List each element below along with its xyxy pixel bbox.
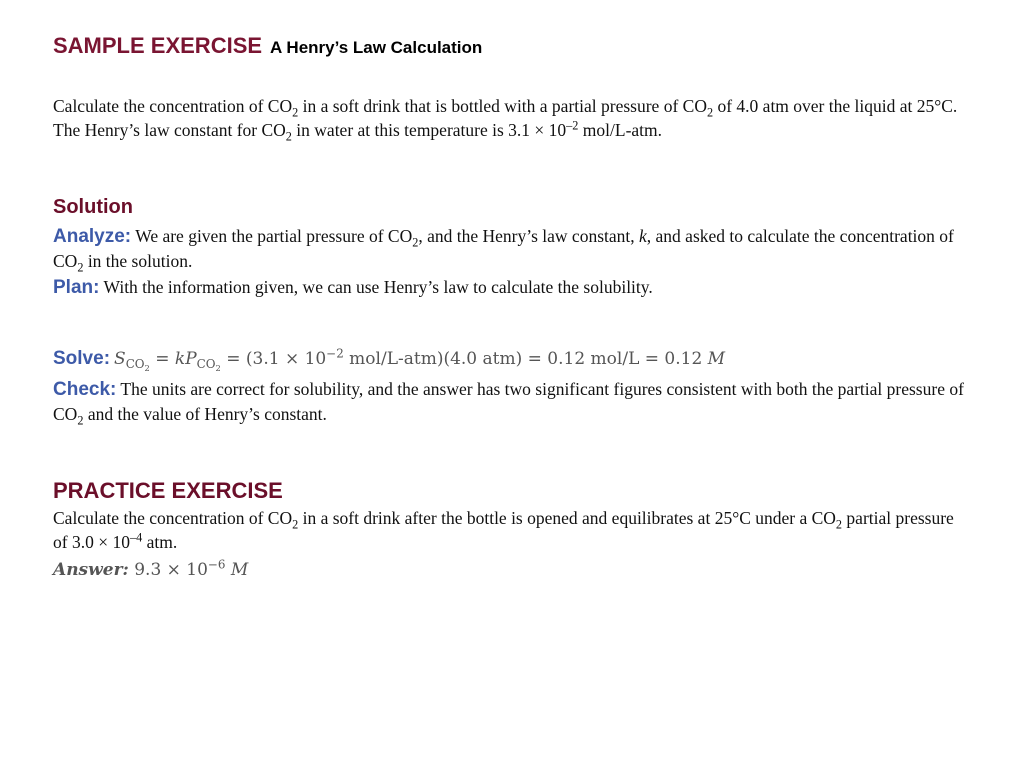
subscript: 2 (77, 260, 84, 275)
analyze-text: in the solution. (83, 251, 193, 271)
answer-unit: M (230, 560, 249, 580)
sample-exercise-title: SAMPLE EXERCISE (53, 33, 263, 58)
eq-equals: = (149, 349, 175, 369)
problem-text: mol/L-atm. (578, 120, 663, 140)
subscript: 2 (285, 129, 292, 144)
check-text: and the value of Henry’s constant. (83, 404, 327, 424)
practice-text: partial pressure of 3.0 × 10 (53, 508, 954, 552)
answer-exp: −6 (207, 557, 226, 572)
analyze-text: We are given the partial pressure of CO (135, 226, 413, 246)
problem-text: of 4.0 atm over the liquid at 25°C. The Henry’s law constant for CO (53, 96, 958, 140)
check-paragraph (53, 377, 966, 426)
eq-text: = (3.1 × 10 (220, 349, 327, 369)
eq-co2: CO (125, 357, 145, 372)
check-text: The units are correct for solubility, and the answer has two significant figures consistent with both the partial pressure of CO (53, 379, 964, 424)
eq-exp: −2 (326, 346, 344, 361)
eq-sub2: 2 (144, 363, 150, 374)
problem-statement (53, 94, 966, 142)
superscript: –2 (566, 118, 579, 133)
plan-paragraph (53, 275, 966, 300)
problem-text: in a soft drink that is bottled with a partial pressure of CO (298, 96, 707, 116)
superscript: –4 (129, 530, 143, 545)
problem-text: in water at this temperature is 3.1 × 10 (291, 120, 567, 140)
practice-question (53, 506, 966, 554)
eq-sub2: 2 (215, 363, 221, 374)
plan-label: Plan: (53, 277, 100, 298)
practice-heading: PRACTICE EXERCISE (53, 478, 283, 503)
analyze-text: , and the Henry’s law constant, (418, 226, 639, 246)
answer-value: 9.3 × 10 (134, 560, 208, 580)
sample-exercise-subtitle: A Henry’s Law Calculation (270, 38, 483, 57)
eq-co2: CO (196, 357, 216, 372)
analyze-label: Analyze: (53, 226, 132, 247)
eq-molar: M (707, 349, 726, 369)
answer-label: Answer: (53, 560, 129, 580)
solve-row (53, 346, 966, 374)
practice-text: in a soft drink after the bottle is opened and equilibrates at 25°C under a CO (298, 508, 836, 528)
practice-text: Calculate the concentration of CO (53, 508, 293, 528)
problem-text: Calculate the concentration of CO (53, 96, 293, 116)
eq-text: mol/L-atm)(4.0 atm) = 0.12 mol/L = 0.12 (343, 349, 708, 369)
solve-equation (114, 346, 726, 374)
sample-exercise-header (53, 33, 966, 59)
eq-kp: kP (174, 349, 197, 369)
subscript: 2 (706, 105, 714, 120)
analyze-text: , and asked to calculate the concentration of CO (53, 226, 954, 271)
practice-answer (53, 557, 966, 580)
check-label: Check: (53, 379, 117, 400)
subscript: 2 (835, 517, 843, 532)
practice-heading-row (53, 478, 966, 504)
analyze-paragraph (53, 224, 966, 273)
practice-text: atm. (142, 532, 178, 552)
plan-text: With the information given, we can use Henry’s law to calculate the solubility. (103, 277, 653, 297)
subscript: 2 (412, 235, 419, 250)
solve-label: Solve: (53, 348, 111, 369)
subscript: 2 (292, 517, 299, 532)
subscript: 2 (77, 413, 84, 428)
eq-s: S (114, 349, 126, 369)
solution-heading: Solution (53, 196, 133, 218)
solution-heading-row (53, 196, 966, 219)
analyze-k: k (639, 226, 647, 246)
subscript: 2 (292, 105, 299, 120)
